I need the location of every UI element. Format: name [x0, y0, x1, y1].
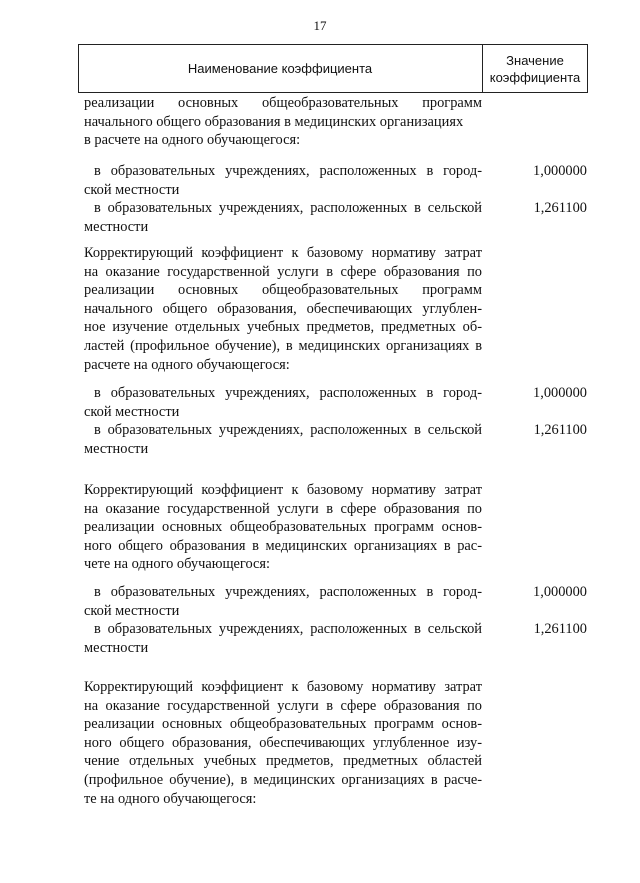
paragraph-line: чение отдельных учебных предметов, предметных областей	[84, 753, 482, 770]
paragraph-line: реализации основных общеобразовательных программ	[84, 282, 482, 299]
list-item	[84, 583, 482, 620]
coefficient-table	[78, 44, 588, 869]
coefficient-value: 1,000000	[533, 385, 587, 401]
item-line: местности	[84, 218, 149, 235]
paragraph-line: Корректирующий коэффициент к базовому нормативу затрат	[84, 482, 482, 498]
paragraph-line: в расчете на одного обучающегося:	[84, 132, 301, 149]
paragraph-line: (профильное обучение), в медицинских организациях в расче-	[84, 771, 482, 788]
coefficient-value: 1,000000	[533, 163, 587, 179]
paragraph-line: начального общего образования в медицинских организациях	[84, 113, 464, 130]
item-line: в образовательных учреждениях, расположенных в сельской	[94, 422, 482, 438]
paragraph-line: чете на одного обучающегося:	[84, 556, 271, 573]
coefficient-value: 1,261100	[533, 422, 587, 438]
paragraph-line: ластей (профильное обучение), в медицинских организациях в	[84, 337, 482, 354]
item-line: в образовательных учреждениях, расположенных в город-	[94, 584, 482, 600]
paragraph-line: на оказание государственной услуги в сфере образования по	[84, 263, 482, 280]
item-line: ской местности	[84, 181, 180, 198]
paragraph-line: те на одного обучающегося:	[84, 790, 257, 807]
list-item	[84, 421, 482, 458]
item-line: в образовательных учреждениях, расположенных в город-	[94, 163, 482, 179]
column-header-value-line2: коэффициента	[489, 69, 581, 85]
item-line: в образовательных учреждениях, расположенных в сельской	[94, 621, 482, 637]
item-line: ской местности	[84, 602, 180, 619]
item-line: в образовательных учреждениях, расположенных в город-	[94, 385, 482, 401]
paragraph-line: ного общего образования, обеспечивающих углубленное изу-	[84, 734, 482, 751]
paragraph-line: Корректирующий коэффициент к базовому нормативу затрат	[84, 245, 482, 261]
column-header-value	[483, 45, 587, 92]
item-line: в образовательных учреждениях, расположенных в сельской	[94, 200, 482, 216]
list-item	[84, 199, 482, 236]
list-item	[84, 620, 482, 657]
coefficient-value: 1,000000	[533, 584, 587, 600]
coefficient-value: 1,261100	[533, 200, 587, 216]
paragraph-line: расчете на одного обучающегося:	[84, 356, 290, 373]
coefficient-value: 1,261100	[533, 621, 587, 637]
page-number: 17	[313, 18, 327, 33]
list-item	[84, 162, 482, 199]
item-line: местности	[84, 639, 149, 656]
paragraph-line: реализации основных общеобразовательных программ	[84, 95, 482, 111]
paragraph-line: реализации основных общеобразовательных программ основ-	[84, 519, 482, 536]
item-line: местности	[84, 440, 149, 457]
paragraph-line: на оказание государственной услуги в сфере образования по	[84, 697, 482, 714]
paragraph-line: реализации основных общеобразовательных программ основ-	[84, 716, 482, 733]
column-header-name: Наименование коэффициента	[187, 61, 373, 76]
paragraph-line: на оказание государственной услуги в сфере образования по	[84, 500, 482, 517]
paragraph-line: ное изучение отдельных учебных предметов, предметных об-	[84, 319, 482, 336]
list-item	[84, 384, 482, 421]
table-header	[78, 44, 588, 93]
paragraph	[84, 678, 482, 808]
column-header-value-line1: Значение	[506, 52, 564, 68]
paragraph-line: Корректирующий коэффициент к базовому нормативу затрат	[84, 679, 482, 695]
paragraph-line: начального общего образования, обеспечивающих углублен-	[84, 300, 482, 317]
paragraph-line: ного общего образования в медицинских организациях в рас-	[84, 537, 482, 554]
table-border-right	[587, 45, 588, 92]
paragraph	[84, 244, 482, 374]
item-line: ской местности	[84, 403, 180, 420]
paragraph	[84, 481, 482, 574]
paragraph-continuation	[84, 94, 482, 150]
